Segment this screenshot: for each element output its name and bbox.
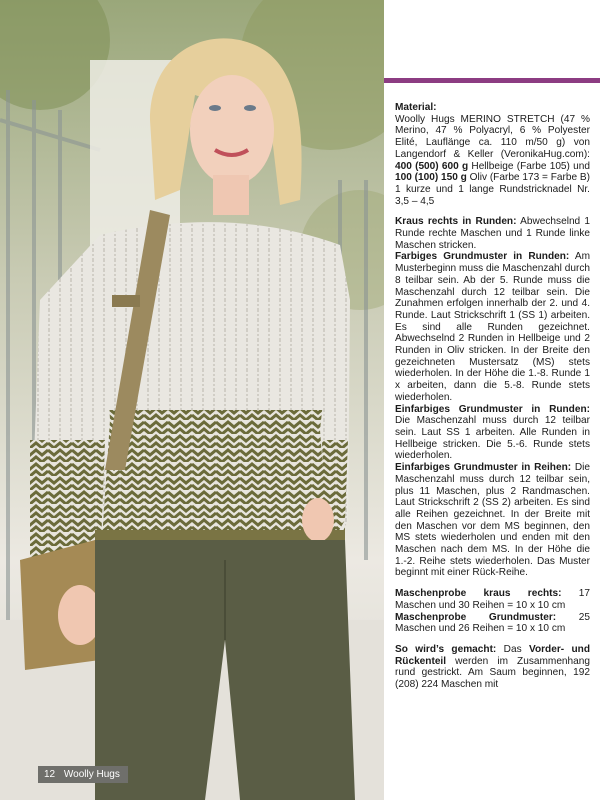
material-needles: 1 kurze und 1 lange Rundstricknadel Nr. 3,5 – 4,5 [395,183,590,207]
page-number: 12 [44,769,56,780]
farbig-section: Farbiges Grundmuster in Runden: Am Musterbeginn muss die Maschenzahl durch 8 teilbar sein. Ab der 5. Runde muss die Maschenzahl durch 12 teilbar sein. Die Zunahmen erfolgen innerhalb der 2. und 4. Runde. Laut Strickschrift 1 (SS 1) arbeiten. Es sind alle Runden gezeichnet. Abwechselnd 2 Runden in Hellbeige und 2 Runden in Oliv stricken. In der Breite den gezeichneten Mustersatz (MS) stets wiederholen. In der Höhe die 1.-8. Runde 1 x arbeiten, dann die 5.-8. Runde stets wiederholen. [395,251,590,403]
einfarbig-reihen-section: Einfarbiges Grundmuster in Reihen: Die Maschenzahl muss durch 12 teilbar sein, plus 11 Maschen, plus 2 Randmaschen. Laut Strickschrift 2 (SS 2) arbeiten. Es sind alle Reihen gezeichnet. In der Breite mit den Maschen vor dem MS beginnen, den MS stets wiederholen und enden mit den Maschen nach dem MS. In der Höhe die 1.-2. Reihe stets wiederholen. Das Muster beginnt mit einer Rück-Reihe. [395,462,590,579]
magazine-name: Woolly Hugs [63,769,120,780]
kraus-section: Kraus rechts in Runden: Abwechselnd 1 Runde rechte Maschen und 1 Runde linke Maschen stricken. [395,216,590,251]
material-title: Material: [395,102,437,113]
page-number-badge [38,766,128,783]
einfarbig-runden-section: Einfarbiges Grundmuster in Runden: Die Maschenzahl muss durch 12 teilbar sein. Laut SS 1 arbeiten. Alle Runden in Hellbeige stricken. Die 5.-6. Runde stets wiederholen. [395,403,590,462]
probe-kraus-section: Maschenprobe kraus rechts: 17 Maschen und 30 Reihen = 10 x 10 cm [395,588,590,611]
instructions-column [395,102,590,691]
watermark: PassionForum.ru [515,779,592,790]
probe-grund-section: Maschenprobe Grundmuster: 25 Maschen und 26 Reihen = 10 x 10 cm [395,611,590,635]
sowirds-section: So wird’s gemacht: Das Vorder- und Rückenteil werden im Zusammenhang rund gestrickt. Am Saum beginnen, 192 (208) 224 Maschen mit [395,643,590,691]
material-section: Material: Woolly Hugs MERINO STRETCH (47 % Merino, 47 % Polyacryl, 6 % Polyester Elité, Lauflänge ca. 110 m/50 g) von Langendorf & Keller (VeronikaHug.com): 400 (500) 600 g Hellbeige (Farbe 105) und 100 (100) 150 g Oliv (Farbe 173 = Farbe B) 1 kurze und 1 lange Rundstricknadel Nr. 3,5 – 4,5 [395,102,590,207]
material-yarn: Woolly Hugs MERINO STRETCH (47 % Merino, 47 % Polyacryl, 6 % Polyester Elité, Lauflänge ca. 110 m/50 g) von Langendorf & Keller (VeronikaHug.com): [395,113,590,160]
accent-bar [384,78,600,83]
